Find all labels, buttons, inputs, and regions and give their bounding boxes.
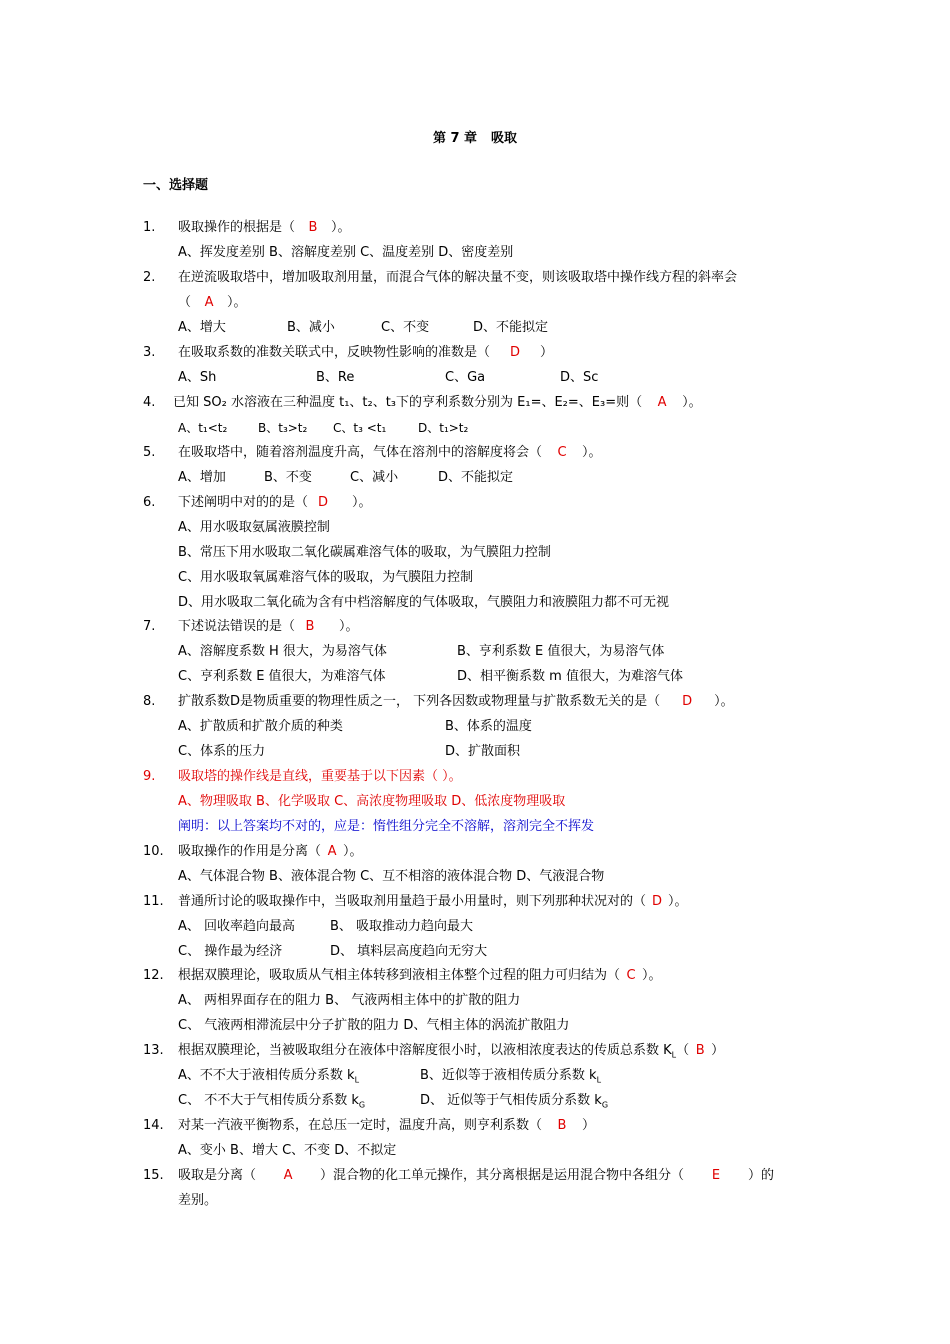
option-c: C、t₃ <t₁ xyxy=(333,421,387,435)
options: A、物理吸取 B、化学吸取 C、高浓度物理吸取 D、低浓度物理吸取 xyxy=(178,794,566,809)
question-stem: 对某一汽液平衡物系，在总压一定时，温度升高，则亨利系数（ B ） xyxy=(178,1116,595,1136)
answer: A xyxy=(204,295,214,310)
question-stem: 下述说法错误的是（ B ）。 xyxy=(178,617,359,637)
question-2 xyxy=(0,268,950,288)
question-11 xyxy=(0,892,950,912)
option-d: D、扩散面积 xyxy=(445,744,521,759)
question-stem: 已知 SO₂ 水溶液在三种温度 t₁、t₂、t₃下的亨利系数分别为 E₁=、E₂=、E₃=则（ A ）。 xyxy=(173,393,702,413)
options xyxy=(0,468,950,488)
question-stem: 根据双膜理论，当被吸取组分在液体中溶解度很小时，以液相浓度表达的传质总系数 $K_L$（ B ） xyxy=(178,1043,725,1060)
answer: D xyxy=(318,495,329,510)
question-stem: 在吸取系数的准数关联式中，反映物性影响的准数是（ D ） xyxy=(178,343,553,363)
question-stem: 在逆流吸取塔中，增加吸取剂用量，而混合气体的解决量不变，则该吸取塔中操作线方程的斜率会 xyxy=(178,270,738,285)
question-6 xyxy=(0,493,950,513)
question-stem: 吸取塔的操作线是直线，重要基于以下因素（ ）。 xyxy=(178,769,462,784)
answer: D xyxy=(682,694,693,709)
option-b: B、近似等于液相传质分系数 $k_L$ xyxy=(420,1068,602,1085)
option-d: D、 近似等于气相传质分系数 $k_G$ xyxy=(420,1093,609,1110)
option-b: B、亨利系数 E 值很大，为易溶气体 xyxy=(457,644,665,659)
question-13 xyxy=(0,1041,950,1061)
question-number: 10. xyxy=(143,844,164,859)
option-d: D、相平衡系数 m 值很大，为难溶气体 xyxy=(457,669,683,684)
option-c: C、亨利系数 E 值很大，为难溶气体 xyxy=(178,669,386,684)
options: A、变小 B、增大 C、不变 D、不拟定 xyxy=(178,1143,397,1158)
question-number: 1. xyxy=(143,220,156,235)
option-a: A、增加 xyxy=(178,470,226,485)
option-a: A、用水吸取氨属液膜控制 xyxy=(178,520,330,535)
option-b: B、Re xyxy=(316,370,355,385)
question-number: 14. xyxy=(143,1118,164,1133)
option-a: A、 回收率趋向最高 xyxy=(178,919,296,934)
options: A、气体混合物 B、液体混合物 C、互不相溶的液体混合物 D、气液混合物 xyxy=(178,869,605,884)
question-number: 2. xyxy=(143,270,156,285)
option-a: A、不不大于液相传质分系数 $k_L$ xyxy=(178,1068,360,1085)
option-c: C、Ga xyxy=(445,370,486,385)
question-number: 4. xyxy=(143,395,156,410)
options xyxy=(0,917,950,937)
option-b: B、不变 xyxy=(264,470,312,485)
options xyxy=(0,642,950,662)
question-number: 12. xyxy=(143,968,164,983)
option-c: C、 不不大于气相传质分系数 $k_G$ xyxy=(178,1093,366,1110)
option-b: B、体系的温度 xyxy=(445,719,532,734)
question-number: 6. xyxy=(143,495,156,510)
answer: C xyxy=(626,968,636,983)
option-d: D、不能拟定 xyxy=(438,470,514,485)
question-stem: 吸取是分离（ A ）混合物的化工单元操作，其分离根据是运用混合物中各组分（ E ）的 xyxy=(178,1166,774,1186)
option-b: B、减小 xyxy=(287,320,335,335)
explanation-note: 阐明：以上答案均不对的，应是：惰性组分完全不溶解，溶剂完全不挥发 xyxy=(178,819,595,834)
option-b: B、t₃>t₂ xyxy=(258,421,308,435)
option-a: A、溶解度系数 H 很大，为易溶气体 xyxy=(178,644,387,659)
question-14 xyxy=(0,1116,950,1136)
option-c: C、 操作最为经济 xyxy=(178,944,283,959)
option-d: D、t₁>t₂ xyxy=(418,421,469,435)
answer: E xyxy=(711,1168,721,1183)
answer: A xyxy=(327,844,337,859)
question-5 xyxy=(0,443,950,463)
question-number: 9. xyxy=(143,769,156,784)
answer: B xyxy=(308,220,318,235)
question-number: 5. xyxy=(143,445,156,460)
answer: D xyxy=(510,345,521,360)
question-stem: 吸取操作的作用是分离（ A ）。 xyxy=(178,842,363,862)
question-15 xyxy=(0,1166,950,1186)
question-number: 11. xyxy=(143,894,164,909)
question-number: 3. xyxy=(143,345,156,360)
answer: B xyxy=(305,619,315,634)
question-stem-continued: （ A ）。 xyxy=(178,293,247,313)
answer: B xyxy=(557,1118,567,1133)
question-4 xyxy=(0,393,950,413)
answer: D xyxy=(652,894,663,909)
question-10 xyxy=(0,842,950,862)
option-c: C、体系的压力 xyxy=(178,744,266,759)
option-d: D、 填料层高度趋向无穷大 xyxy=(330,944,488,959)
chapter-name: 吸取 xyxy=(491,131,518,146)
question-12 xyxy=(0,966,950,986)
option-a: A、增大 xyxy=(178,320,226,335)
question-stem: 在吸取塔中，随着溶剂温度升高，气体在溶剂中的溶解度将会（ C ）。 xyxy=(178,443,602,463)
option-a: A、Sh xyxy=(178,370,217,385)
options xyxy=(0,742,950,762)
options xyxy=(0,318,950,338)
answer: A xyxy=(283,1168,293,1183)
option-a: A、扩散质和扩散介质的种类 xyxy=(178,719,343,734)
options xyxy=(0,1091,950,1111)
options: A、 两相界面存在的阻力 B、 气液两相主体中的扩散的阻力 xyxy=(178,993,521,1008)
options: A、挥发度差别 B、溶解度差别 C、温度差别 D、密度差别 xyxy=(178,245,514,260)
option-c: C、减小 xyxy=(350,470,399,485)
chapter-number: 第 7 章 xyxy=(432,131,478,146)
option-b: B、 吸取推动力趋向最大 xyxy=(330,919,474,934)
question-stem: 吸取操作的根据是（ B ）。 xyxy=(178,218,351,238)
question-1 xyxy=(0,218,950,238)
question-number: 13. xyxy=(143,1043,164,1058)
question-stem: 扩散系数D是物质重要的物理性质之一， 下列各因数或物理量与扩散系数无关的是（ D ）。 xyxy=(178,692,734,712)
chapter-title xyxy=(0,127,950,146)
question-number: 15. xyxy=(143,1168,164,1183)
option-c: C、不变 xyxy=(381,320,430,335)
option-d: D、用水吸取二氧化硫为含有中档溶解度的气体吸取，气膜阻力和液膜阻力都不可无视 xyxy=(178,595,670,610)
question-stem: 根据双膜理论，吸取质从气相主体转移到液相主体整个过程的阻力可归结为（ C ）。 xyxy=(178,966,662,986)
question-stem: 下述阐明中对的的是（ D ）。 xyxy=(178,493,372,513)
option-c: C、用水吸取氧属难溶气体的吸取，为气膜阻力控制 xyxy=(178,570,474,585)
question-number: 8. xyxy=(143,694,156,709)
answer: A xyxy=(657,395,667,410)
answer: C xyxy=(557,445,567,460)
question-9 xyxy=(0,767,950,787)
question-stem-continued: 差别。 xyxy=(178,1193,218,1208)
question-number: 7. xyxy=(143,619,156,634)
options: C、 气液两相滞流层中分子扩散的阻力 D、气相主体的涡流扩散阻力 xyxy=(178,1018,570,1033)
options xyxy=(0,1066,950,1086)
options xyxy=(0,418,950,438)
section-heading: 一、选择题 xyxy=(143,178,209,193)
options xyxy=(0,368,950,388)
option-a: A、t₁<t₂ xyxy=(178,421,228,435)
question-8 xyxy=(0,692,950,712)
options xyxy=(0,717,950,737)
question-stem: 普通所讨论的吸取操作中，当吸取剂用量趋于最小用量时，则下列那种状况对的（ D ）。 xyxy=(178,892,688,912)
option-d: D、不能拟定 xyxy=(473,320,549,335)
option-d: D、Sc xyxy=(560,370,599,385)
option-b: B、常压下用水吸取二氧化碳属难溶气体的吸取，为气膜阻力控制 xyxy=(178,545,551,560)
answer: B xyxy=(695,1043,705,1058)
options xyxy=(0,667,950,687)
question-7 xyxy=(0,617,950,637)
question-3 xyxy=(0,343,950,363)
options xyxy=(0,942,950,962)
